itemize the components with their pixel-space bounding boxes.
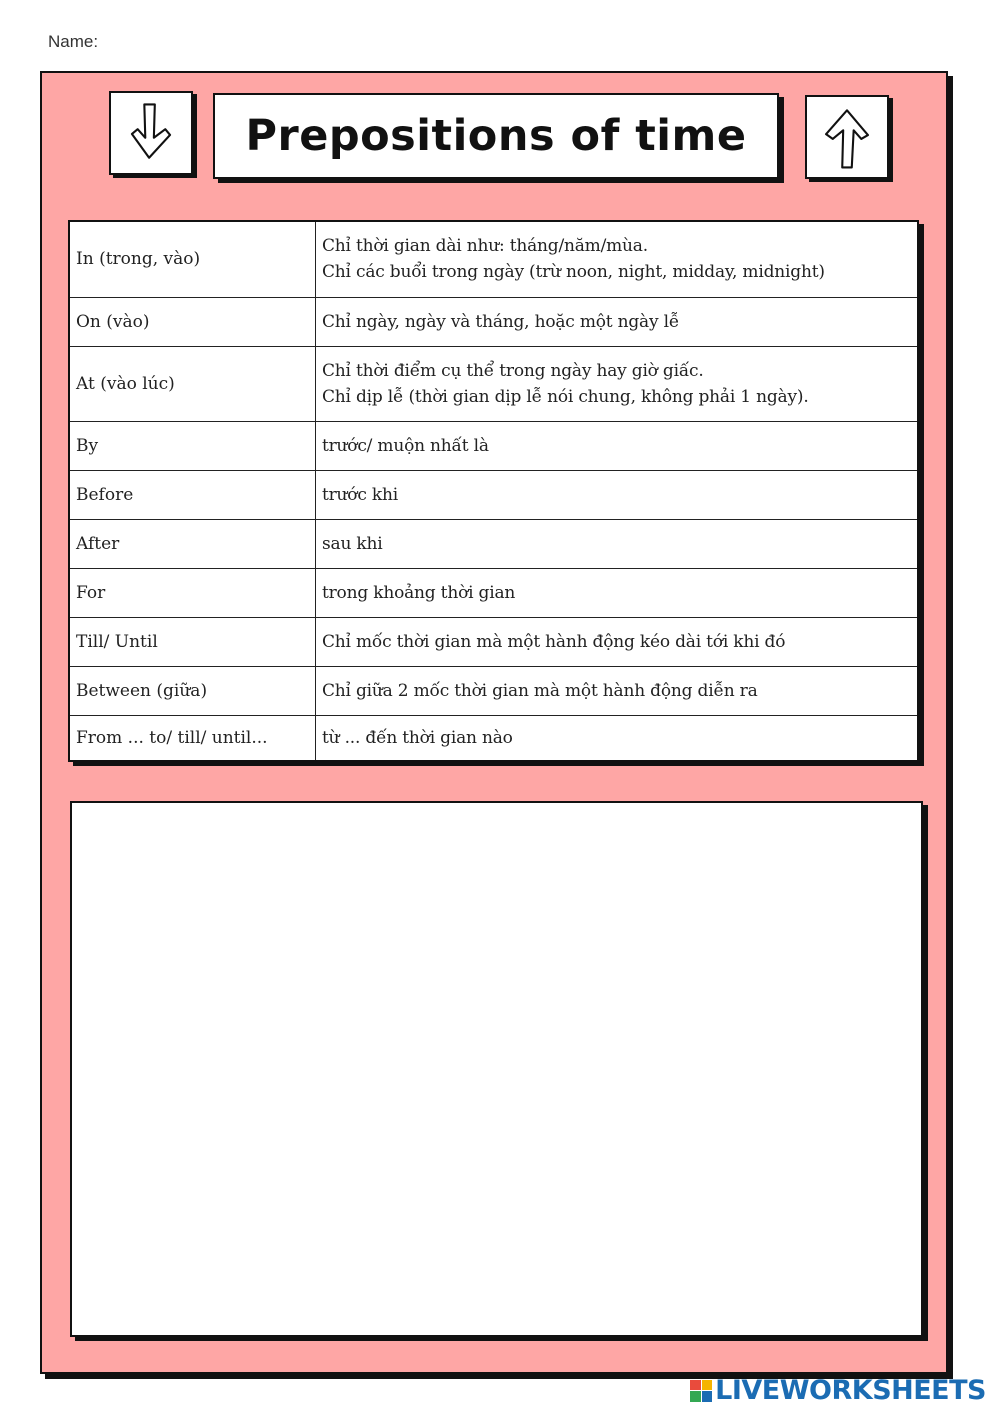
preposition-cell: Till/ Until [70, 617, 316, 666]
notes-box[interactable] [70, 801, 923, 1337]
table-row [70, 421, 917, 470]
meaning-cell [316, 617, 918, 666]
preposition-cell: On (vào) [70, 297, 316, 346]
meaning-line: Chỉ mốc thời gian mà một hành động kéo dài tới khi đó [322, 631, 786, 652]
preposition-cell: After [70, 519, 316, 568]
meaning-line: Chỉ thời gian dài như: tháng/năm/mùa. [322, 236, 648, 257]
preposition-cell: Between (giữa) [70, 666, 316, 715]
title-box [213, 93, 779, 179]
meaning-cell [316, 470, 918, 519]
meaning-line: Chỉ thời điểm cụ thể trong ngày hay giờ giấc. [322, 360, 704, 381]
meaning-line: trước khi [322, 484, 398, 505]
preposition-cell: By [70, 421, 316, 470]
meaning-line: Chỉ các buổi trong ngày (trừ noon, night, midday, midnight) [322, 262, 825, 283]
meaning-cell [316, 421, 918, 470]
meaning-line: Chỉ ngày, ngày và tháng, hoặc một ngày lễ [322, 311, 680, 332]
liveworksheets-logo-icon [690, 1380, 712, 1402]
preposition-cell: At (vào lúc) [70, 346, 316, 421]
meaning-cell [316, 568, 918, 617]
meaning-cell [316, 715, 918, 760]
meaning-line: trong khoảng thời gian [322, 582, 516, 603]
table-row [70, 297, 917, 346]
meaning-cell [316, 666, 918, 715]
name-label: Name: [48, 32, 99, 51]
arrow-up-icon [805, 95, 889, 179]
brand-name: LIVEWORKSHEETS [715, 1375, 986, 1406]
meaning-cell [316, 519, 918, 568]
meaning-line: sau khi [322, 533, 383, 554]
meaning-line: Chỉ giữa 2 mốc thời gian mà một hành động diễn ra [322, 680, 758, 701]
worksheet-panel [40, 71, 948, 1374]
brand-footer [690, 1375, 986, 1406]
meaning-line: trước/ muộn nhất là [322, 435, 489, 456]
meaning-cell [316, 222, 918, 297]
preposition-cell: For [70, 568, 316, 617]
meaning-line: Chỉ dịp lễ (thời gian dịp lễ nói chung, không phải 1 ngày). [322, 386, 809, 407]
arrow-down-icon [109, 91, 193, 175]
table-row [70, 470, 917, 519]
page-title: Prepositions of time [245, 111, 747, 161]
table-row [70, 346, 917, 421]
preposition-cell: In (trong, vào) [70, 222, 316, 297]
table-row [70, 222, 917, 297]
table-row [70, 519, 917, 568]
table-row [70, 617, 917, 666]
meaning-cell [316, 297, 918, 346]
table-row [70, 568, 917, 617]
preposition-cell: From ... to/ till/ until... [70, 715, 316, 760]
table-row [70, 715, 917, 760]
meaning-cell [316, 346, 918, 421]
prepositions-table [68, 220, 919, 762]
table-row [70, 666, 917, 715]
meaning-line: từ ... đến thời gian nào [322, 727, 513, 748]
preposition-cell: Before [70, 470, 316, 519]
